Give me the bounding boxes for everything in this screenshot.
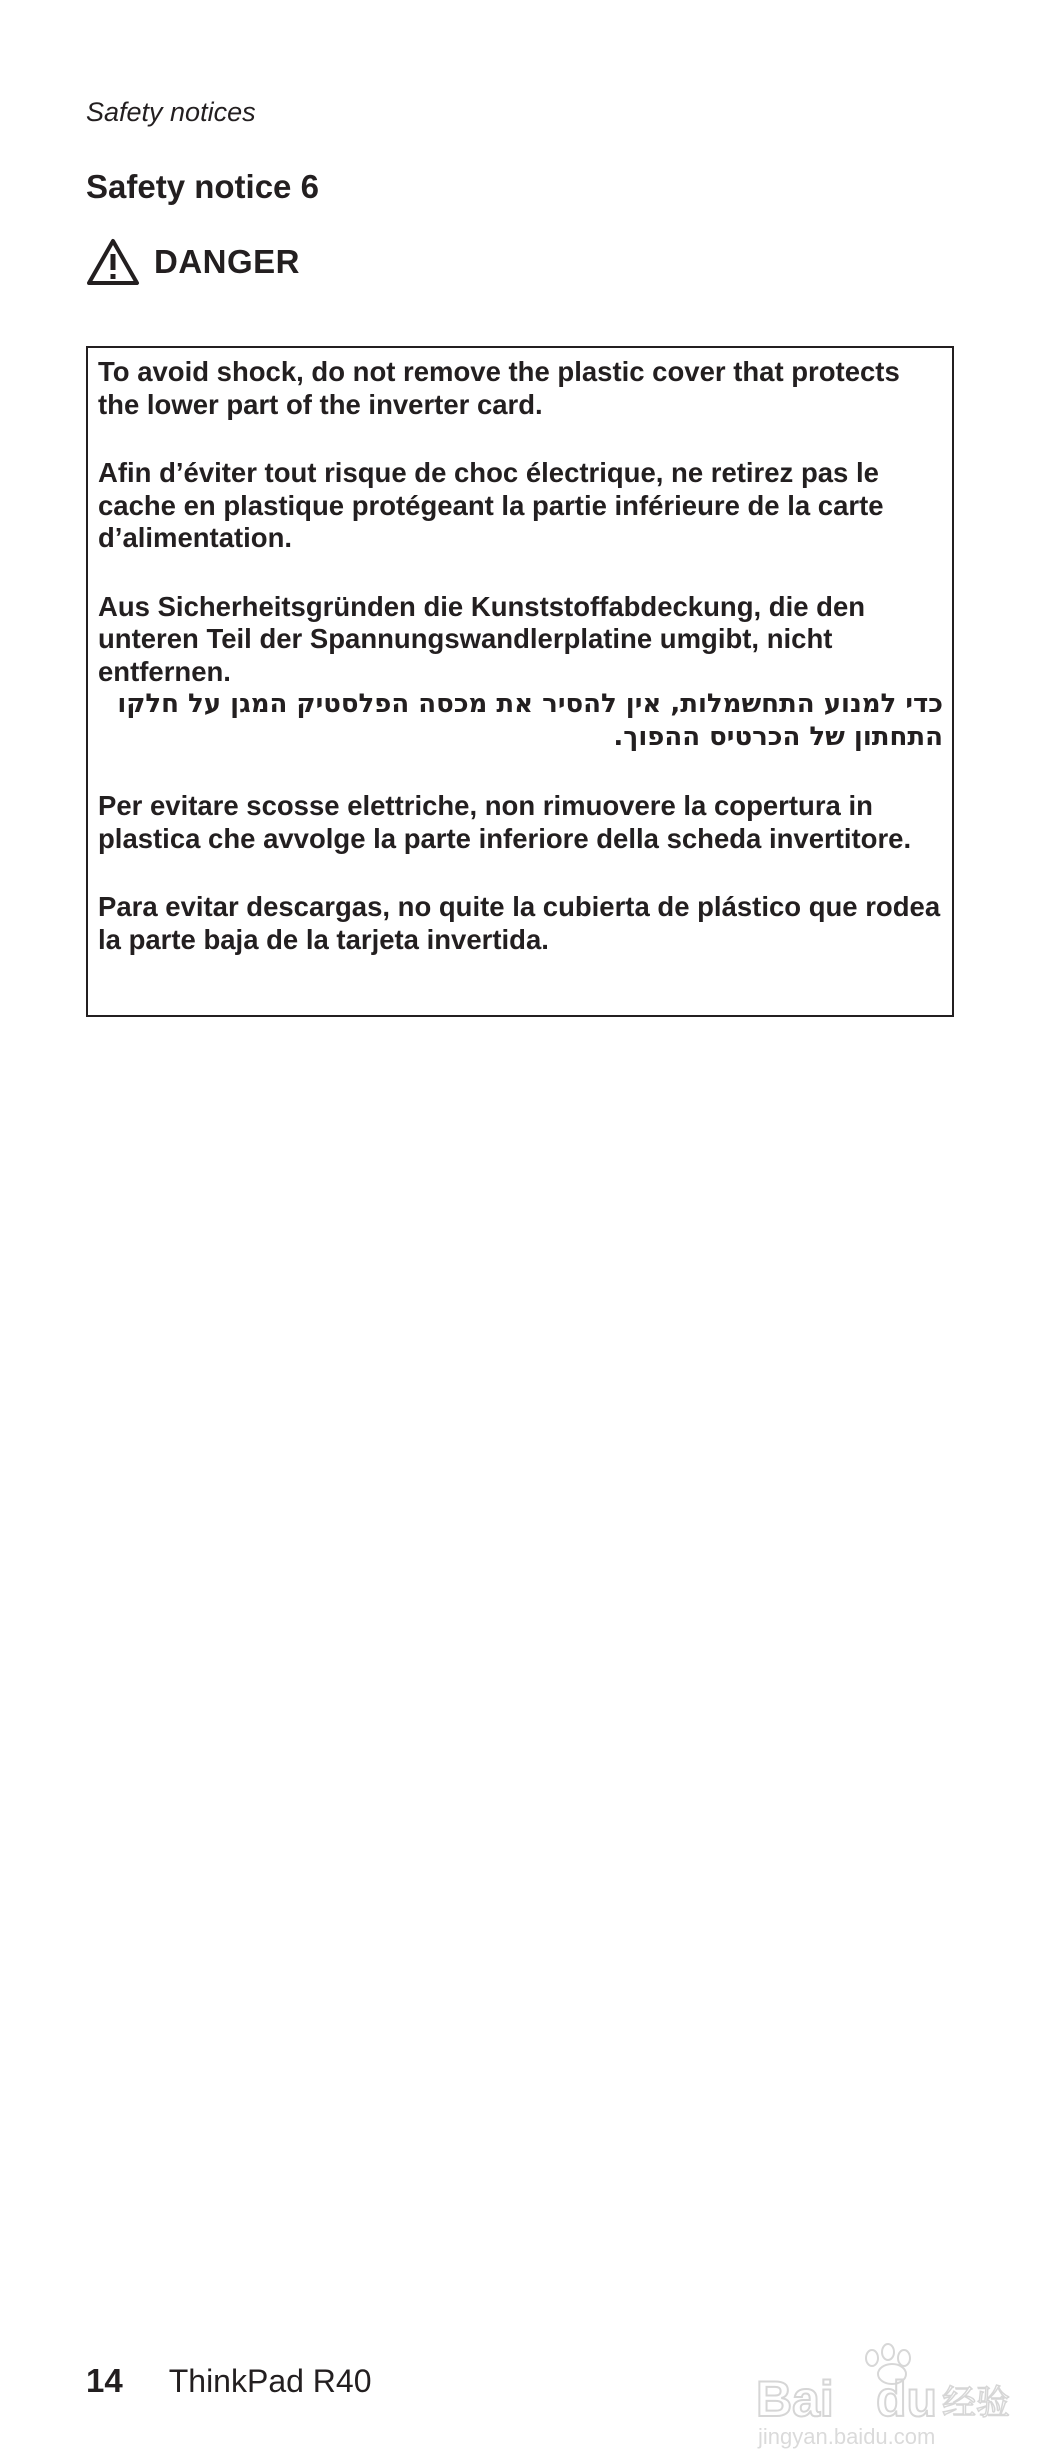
notice-text-hebrew: כדי למנוע התחשמלות, אין להסיר את מכסה הפלסטיק המגן על חלקו התחתון של הכרטיס ההפוך. <box>117 689 943 752</box>
warning-triangle-icon <box>86 238 140 286</box>
notice-text-french: Afin d’éviter tout risque de choc électrique, ne retirez pas le cache en plastique protégeant la partie inférieure de la carte d’alimentation. <box>98 457 884 553</box>
book-title: ThinkPad R40 <box>168 2363 372 2399</box>
notice-text-italian: Per evitare scosse elettriche, non rimuovere la copertura in plastica che avvolge la parte inferiore della scheda invertitore. <box>98 790 912 854</box>
svg-text:Bai: Bai <box>756 2371 834 2427</box>
danger-label: DANGER <box>154 243 301 280</box>
page-number: 14 <box>86 2362 123 2399</box>
notice-text-spanish: Para evitar descargas, no quite la cubierta de plástico que rodea la parte baja de la tarjeta invertida. <box>98 891 941 955</box>
notice-text-german: Aus Sicherheitsgründen die Kunststoffabdeckung, die den unteren Teil der Spannungswandlerplatine umgibt, nicht entfernen. <box>98 590 866 687</box>
page-footer <box>86 2362 372 2400</box>
svg-text:jingyan.baidu.com: jingyan.baidu.com <box>758 2424 936 2449</box>
svg-text:du: du <box>876 2371 938 2427</box>
running-head: Safety notices <box>86 97 256 127</box>
svg-text:经验: 经验 <box>942 2383 1010 2423</box>
notice-title: Safety notice 6 <box>86 168 319 205</box>
notice-box <box>86 346 954 1017</box>
notice-text-english: To avoid shock, do not remove the plastic cover that protects the lower part of the inverter card. <box>98 356 900 420</box>
danger-heading <box>86 238 300 286</box>
baidu-watermark-logo <box>752 2340 1014 2452</box>
